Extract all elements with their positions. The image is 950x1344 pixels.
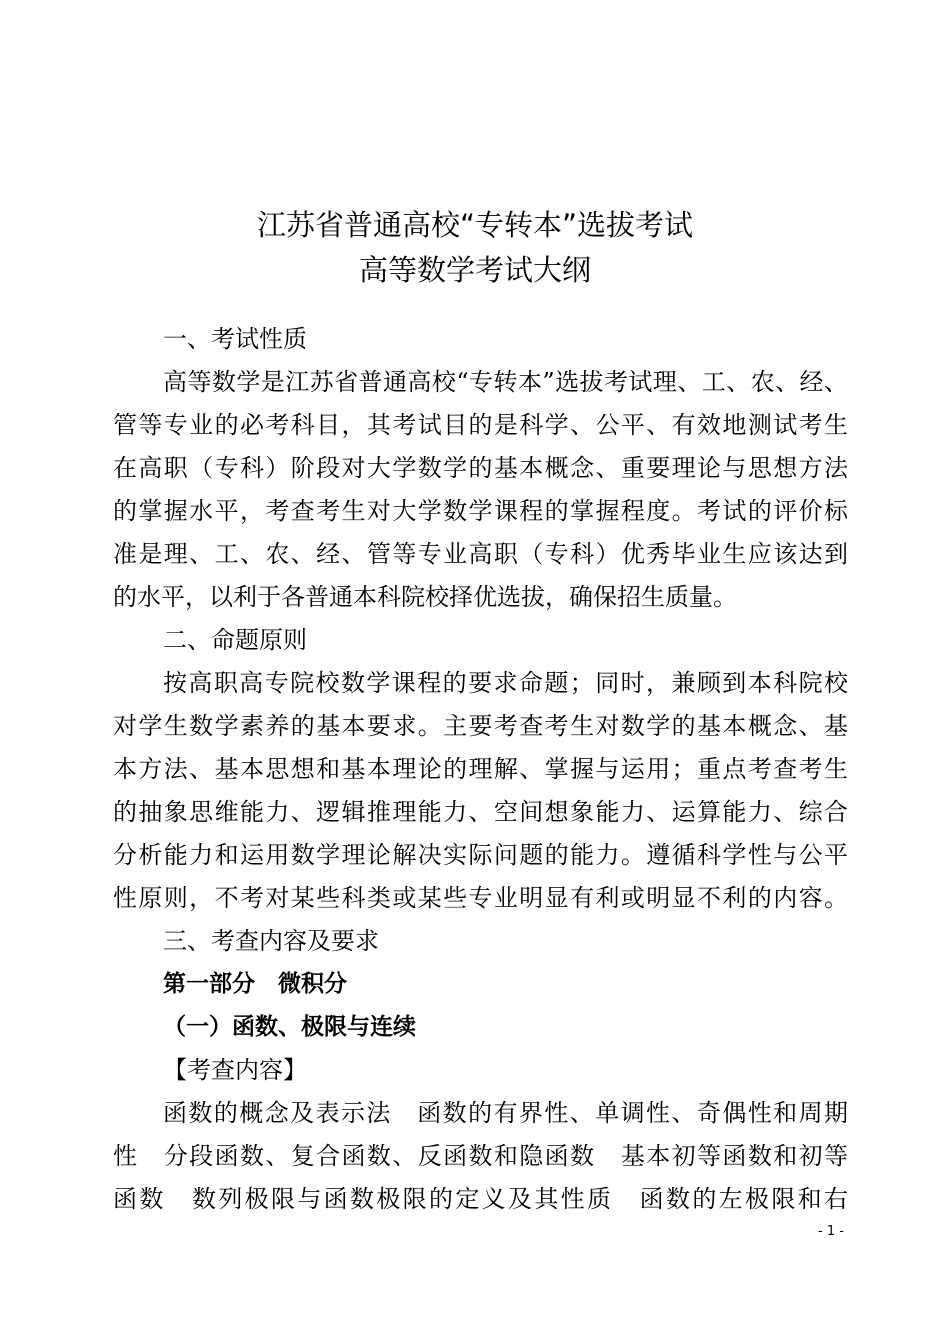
section1-line: 管等专业的必考科目，其考试目的是科学、公平、有效地测试考生 (113, 411, 848, 439)
section2-line: 本方法、基本思想和基本理论的理解、掌握与运用；重点考查考生 (113, 755, 848, 783)
section1-line: 的掌握水平，考查考生对大学数学课程的掌握程度。考试的评价标 (113, 497, 848, 525)
section1-line: 高等数学是江苏省普通高校“专转本”选拔考试理、工、农、经、 (163, 368, 848, 396)
section3-heading: 三、考查内容及要求 (163, 927, 379, 955)
section1-line: 在高职（专科）阶段对大学数学的基本概念、重要理论与思想方法 (113, 454, 848, 482)
section1-line: 准是理、工、农、经、管等专业高职（专科）优秀毕业生应该达到 (113, 540, 848, 568)
section3-line: 性 分段函数、复合函数、反函数和隐函数 基本初等函数和初等 (113, 1142, 848, 1170)
section3-line: 函数 数列极限与函数极限的定义及其性质 函数的左极限和右 (113, 1185, 848, 1213)
section1-heading: 一、考试性质 (163, 325, 307, 353)
section2-line: 性原则，不考对某些科类或某些专业明显有利或明显不利的内容。 (113, 884, 848, 912)
document-title-line1: 江苏省普通高校“专转本”选拔考试 (256, 208, 694, 242)
content-label: 【考查内容】 (163, 1056, 307, 1084)
part-heading: 第一部分 微积分 (163, 970, 347, 997)
section2-line: 的抽象思维能力、逻辑推理能力、空间想象能力、运算能力、综合 (113, 798, 848, 826)
section1-line: 的水平，以利于各普通本科院校择优选拔，确保招生质量。 (113, 583, 737, 611)
section3-line: 函数的概念及表示法 函数的有界性、单调性、奇偶性和周期 (163, 1099, 848, 1127)
page-number: - 1 - (818, 1224, 844, 1239)
section2-heading: 二、命题原则 (163, 626, 307, 654)
chapter-heading: （一）函数、极限与连续 (163, 1013, 416, 1040)
section2-line: 对学生数学素养的基本要求。主要考查考生对数学的基本概念、基 (113, 712, 848, 740)
section2-line: 按高职高专院校数学课程的要求命题；同时，兼顾到本科院校 (163, 669, 848, 697)
section2-line: 分析能力和运用数学理论解决实际问题的能力。遵循科学性与公平 (113, 841, 848, 869)
document-title-line2: 高等数学考试大纲 (358, 253, 591, 287)
